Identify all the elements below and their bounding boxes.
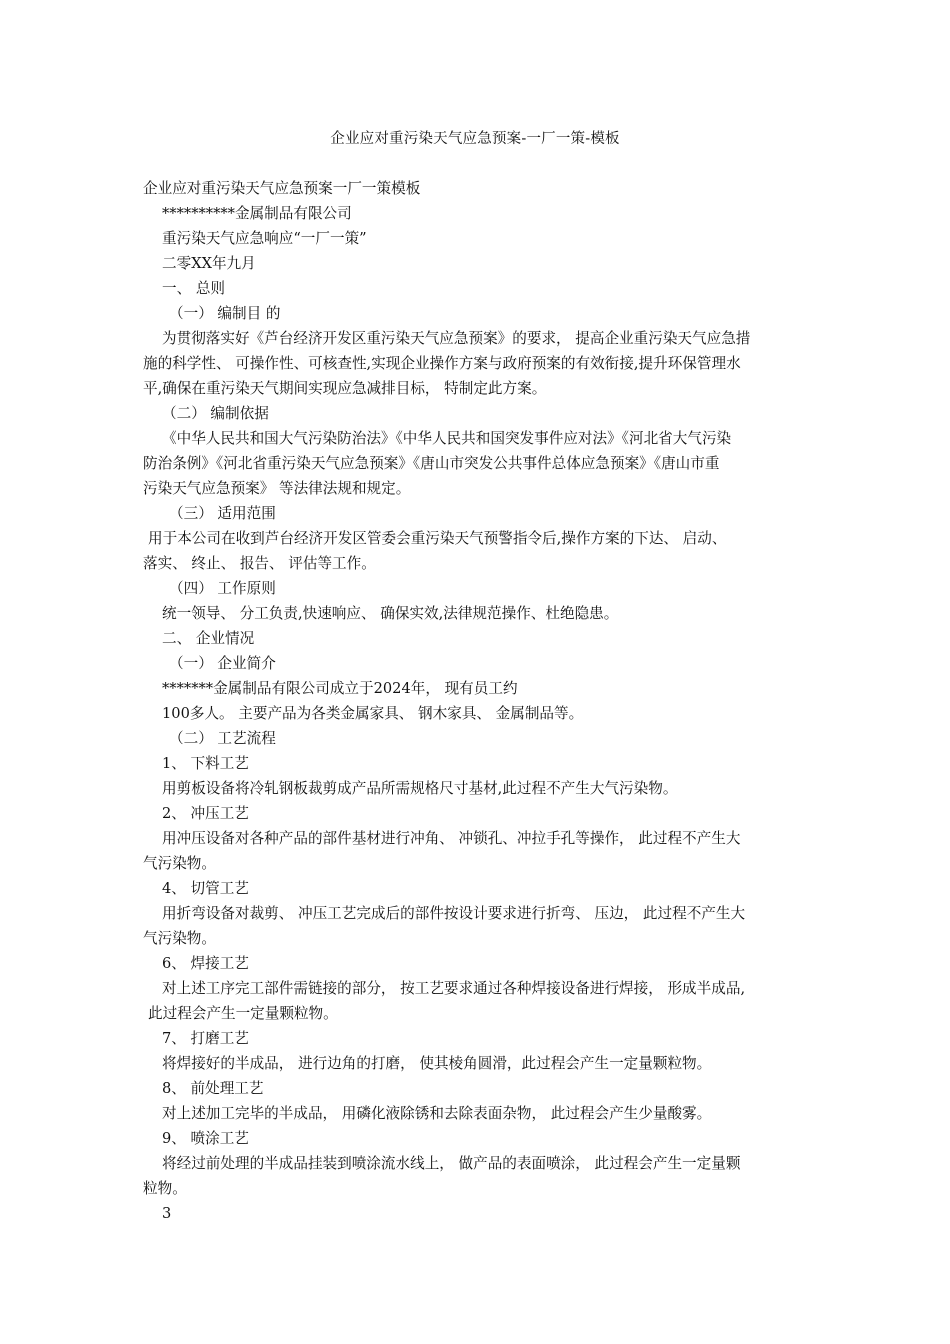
- paragraph-line: 用于本公司在收到芦台经济开发区管委会重污染天气预警指令后,操作方案的下达、 启动、: [148, 530, 727, 547]
- subsection-heading: （三） 适用范围: [169, 505, 276, 522]
- paragraph-line: 用冲压设备对各种产品的部件基材进行冲角、 冲锁孔、冲拉手孔等操作， 此过程不产生大: [162, 830, 741, 847]
- paragraph-line: 对上述工序完工部件需链接的部分， 按工艺要求通过各种焊接设备进行焊接， 形成半成品,: [162, 980, 746, 997]
- subtitle-line: 企业应对重污染天气应急预案一厂一策模板: [143, 180, 421, 197]
- paragraph-line: 此过程会产生一定量颗粒物。: [148, 1005, 338, 1022]
- paragraph-line: 粒物。: [143, 1180, 187, 1197]
- subsection-heading: （一） 编制目 的: [169, 305, 281, 322]
- subsection-heading: （四） 工作原则: [169, 580, 276, 597]
- paragraph-line: 施的科学性、 可操作性、可核查性,实现企业操作方案与政府预案的有效衔接,提升环保管理水: [143, 355, 741, 372]
- paragraph-line: 平,确保在重污染天气期间实现应急减排目标， 特制定此方案。: [143, 380, 547, 397]
- document-body: [143, 176, 810, 1226]
- paragraph-line: *******金属制品有限公司成立于2024年， 现有员工约: [162, 680, 518, 697]
- page-number: 3: [162, 1205, 172, 1222]
- subsection-heading: （二） 工艺流程: [169, 730, 276, 747]
- date-line: 二零XX年九月: [162, 255, 256, 272]
- paragraph-line: 为贯彻落实好《芦台经济开发区重污染天气应急预案》的要求， 提高企业重污染天气应急措: [162, 330, 751, 347]
- paragraph-line: 将焊接好的半成品， 进行边角的打磨， 使其棱角圆滑，此过程会产生一定量颗粒物。: [162, 1055, 712, 1072]
- paragraph-line: 用剪板设备将冷轧钢板裁剪成产品所需规格尺寸基材,此过程不产生大气污染物。: [162, 780, 678, 797]
- response-title: 重污染天气应急响应“一厂一策”: [162, 230, 367, 247]
- section-heading: 一、 总则: [162, 280, 226, 297]
- step-heading: 4、 切管工艺: [162, 880, 249, 897]
- document-title: 企业应对重污染天气应急预案-一厂一策-模板: [330, 131, 620, 147]
- step-heading: 6、 焊接工艺: [162, 955, 249, 972]
- step-heading: 2、 冲压工艺: [162, 805, 249, 822]
- section-heading: 二、 企业情况: [162, 630, 255, 647]
- paragraph-line: 《中华人民共和国大气污染防治法》《中华人民共和国突发事件应对法》《河北省大气污染: [162, 430, 732, 447]
- subsection-heading: （一） 企业简介: [169, 655, 276, 672]
- step-heading: 9、 喷涂工艺: [162, 1130, 249, 1147]
- paragraph-line: 用折弯设备对裁剪、 冲压工艺完成后的部件按设计要求进行折弯、 压边， 此过程不产生大: [162, 905, 746, 922]
- paragraph-line: 100多人。 主要产品为各类金属家具、 钢木家具、 金属制品等。: [162, 705, 584, 722]
- paragraph-line: 气污染物。: [143, 930, 216, 947]
- paragraph-line: 将经过前处理的半成品挂装到喷涂流水线上， 做产品的表面喷涂， 此过程会产生一定量颗: [162, 1155, 741, 1172]
- step-heading: 7、 打磨工艺: [162, 1030, 249, 1047]
- paragraph-line: 统一领导、 分工负责,快速响应、 确保实效,法律规范操作、杜绝隐患。: [162, 605, 619, 622]
- paragraph-line: 对上述加工完毕的半成品， 用磷化液除锈和去除表面杂物， 此过程会产生少量酸雾。: [162, 1105, 712, 1122]
- paragraph-line: 气污染物。: [143, 855, 216, 872]
- paragraph-line: 落实、 终止、 报告、 评估等工作。: [143, 555, 376, 572]
- paragraph-line: 污染天气应急预案》 等法律法规和规定。: [143, 480, 411, 497]
- subsection-heading: （二） 编制依据: [162, 405, 269, 422]
- company-name: **********金属制品有限公司: [162, 205, 352, 222]
- step-heading: 8、 前处理工艺: [162, 1080, 264, 1097]
- step-heading: 1、 下料工艺: [162, 755, 249, 772]
- paragraph-line: 防治条例》《河北省重污染天气应急预案》《唐山市突发公共事件总体应急预案》《唐山市重: [143, 455, 720, 472]
